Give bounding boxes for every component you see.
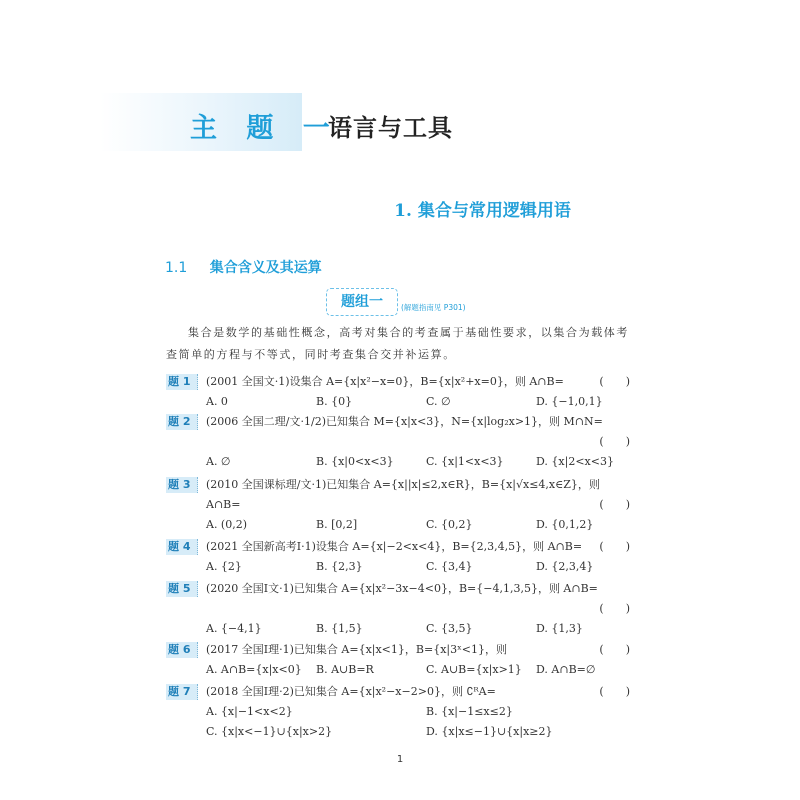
solution-reference: (解题指南见 P301) — [401, 303, 466, 312]
option-d: D. {0,1,2} — [536, 518, 594, 531]
intro-paragraph: 集合是数学的基础性概念，高考对集合的考查属于基础性要求，以集合为载体考查简单的方程与不等式，同时考查集合交并补运算。 — [166, 326, 629, 361]
question-6 — [166, 640, 636, 680]
option-b: B. {2,3} — [316, 560, 363, 573]
option-d: D. {−1,0,1} — [536, 395, 603, 408]
question-3 — [166, 475, 636, 535]
question-7 — [166, 682, 636, 742]
option-d: D. A∩B=∅ — [536, 663, 596, 676]
option-a: A. {2} — [206, 560, 242, 573]
option-c: C. {x|x<−1}∪{x|x>2} — [206, 725, 333, 738]
question-label: 题 6 — [166, 642, 198, 658]
answer-blank: ( ) — [599, 540, 630, 553]
option-a: A. 0 — [206, 395, 228, 408]
option-a: A. A∩B={x|x<0} — [206, 663, 302, 676]
answer-blank: ( ) — [599, 435, 630, 448]
question-label: 题 1 — [166, 374, 198, 390]
answer-blank: ( ) — [599, 498, 630, 511]
question-stem: (2020 全国Ⅰ文·1)已知集合 A={x|x²−3x−4<0}，B={−4,1,3,5}，则 A∩B= — [206, 582, 598, 595]
option-c: C. A∪B={x|x>1} — [426, 663, 522, 676]
option-c: C. ∅ — [426, 395, 451, 408]
question-stem: (2018 全国Ⅰ理·2)已知集合 A={x|x²−x−2>0}，则 ∁ᴿA= — [206, 685, 496, 698]
question-label: 题 3 — [166, 477, 198, 493]
question-stem: (2006 全国二理/文·1/2)已知集合 M={x|x<3}，N={x|log₂x>1}，则 M∩N= — [206, 415, 603, 428]
option-a: A. {x|−1<x<2} — [206, 705, 293, 718]
option-b: B. {x|−1≤x≤2} — [426, 705, 513, 718]
question-stem: (2010 全国课标理/文·1)已知集合 A={x||x|≤2,x∈R}，B={x|√x≤4,x∈Z}，则 — [206, 478, 600, 491]
question-1 — [166, 372, 636, 412]
option-d: D. {1,3} — [536, 622, 583, 635]
question-5 — [166, 579, 636, 639]
option-c: C. {x|1<x<3} — [426, 455, 504, 468]
question-label: 题 2 — [166, 414, 198, 430]
section-heading — [165, 257, 322, 277]
option-b: B. {1,5} — [316, 622, 363, 635]
answer-blank: ( ) — [599, 602, 630, 615]
question-label: 题 5 — [166, 581, 198, 597]
question-4 — [166, 537, 636, 577]
option-a: A. {−4,1} — [206, 622, 262, 635]
question-label: 题 4 — [166, 539, 198, 555]
question-stem: (2021 全国新高考Ⅰ·1)设集合 A={x|−2<x<4}，B={2,3,4,5}，则 A∩B= — [206, 540, 583, 553]
option-d: D. {2,3,4} — [536, 560, 594, 573]
option-a: A. ∅ — [206, 455, 231, 468]
option-c: C. {0,2} — [426, 518, 473, 531]
option-d: D. {x|2<x<3} — [536, 455, 614, 468]
question-label: 题 7 — [166, 684, 198, 700]
option-b: B. [0,2] — [316, 518, 358, 531]
answer-blank: ( ) — [599, 375, 630, 388]
page-number: 1 — [396, 754, 404, 765]
option-b: B. {x|0<x<3} — [316, 455, 394, 468]
option-a: A. (0,2) — [206, 518, 248, 531]
option-b: B. A∪B=R — [316, 663, 374, 676]
section-number: 1.1 — [165, 260, 188, 276]
topic-number: 主 题 一 — [190, 113, 340, 144]
question-stem: (2001 全国文·1)设集合 A={x|x²−x=0}，B={x|x²+x=0}，则 A∩B= — [206, 375, 564, 388]
question-stem-continued: A∩B= — [206, 498, 241, 511]
section-name: 集合含义及其运算 — [209, 260, 322, 276]
option-c: C. {3,4} — [426, 560, 473, 573]
answer-blank: ( ) — [599, 643, 630, 656]
question-group-badge: 题组一 — [326, 288, 398, 316]
topic-title: 语言与工具 — [328, 114, 453, 142]
answer-blank: ( ) — [599, 685, 630, 698]
question-stem: (2017 全国Ⅰ理·1)已知集合 A={x|x<1}，B={x|3ˣ<1}，则 — [206, 643, 507, 656]
question-2 — [166, 412, 636, 472]
option-d: D. {x|x≤−1}∪{x|x≥2} — [426, 725, 553, 738]
option-c: C. {3,5} — [426, 622, 473, 635]
chapter-title: 1. 集合与常用逻辑用语 — [394, 201, 571, 221]
option-b: B. {0} — [316, 395, 353, 408]
